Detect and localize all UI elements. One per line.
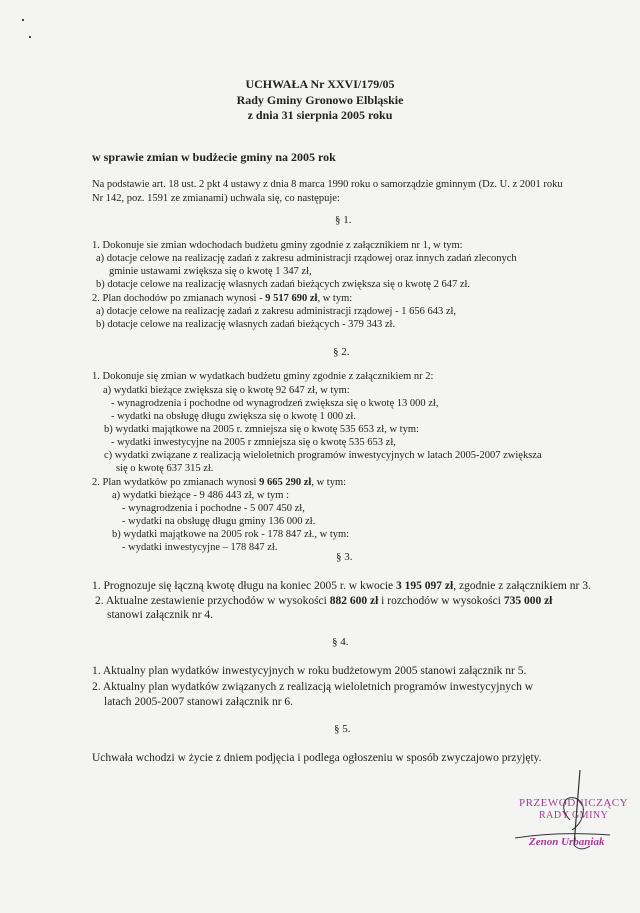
s3-revenue-line: 2. Aktualne zestawienie przychodów w wysokości 882 600 zł i rozchodów w wysokości 735 000 zł bbox=[95, 595, 553, 607]
section-4-title: § 4. bbox=[332, 636, 349, 648]
s2-line: - wydatki na obsługę długu gminy 136 000 zł. bbox=[122, 516, 316, 527]
resolution-number: UCHWAŁA Nr XXVI/179/05 bbox=[245, 77, 395, 91]
s2-line: - wynagrodzenia i pochodne - 5 007 450 zł, bbox=[122, 503, 305, 514]
scan-speck bbox=[29, 36, 31, 38]
s2-line: a) wydatki bieżące zwiększa się o kwotę 92 647 zł, w tym: bbox=[103, 385, 350, 396]
s4-line: 2. Aktualny plan wydatków związanych z realizacją wieloletnich programów inwestycyjnych w bbox=[92, 681, 534, 693]
s2-line: się o kwotę 637 315 zł. bbox=[116, 463, 214, 474]
s2-line: b) wydatki majątkowe na 2005 r. zmniejsza się o kwotę 535 653 zł, w tym: bbox=[104, 424, 419, 435]
s3-debt-line: 1. Prognozuje się łączną kwotę długu na koniec 2005 r. w kwocie 3 195 097 zł, zgodnie z załącznikiem nr 3. bbox=[92, 580, 591, 592]
handwritten-signature bbox=[500, 750, 640, 870]
section-3-title: § 3. bbox=[336, 551, 353, 563]
stamp-title: PRZEWODNICZĄCY bbox=[519, 797, 629, 809]
stamp-council: RADY GMINY bbox=[539, 810, 609, 821]
s1-line: a) dotacje celowe na realizację zadań z zakresu administracji rządowej oraz innych zadań zleconych bbox=[96, 253, 517, 264]
council-name: Rady Gminy Gronowo Elbląskie bbox=[236, 93, 404, 107]
s2-expense-plan: 2. Plan wydatków po zmianach wynosi 9 665 290 zł, w tym: bbox=[92, 477, 347, 488]
preamble-line: Nr 142, poz. 1591 ze zmianami) uchwala się, co następuje: bbox=[92, 193, 340, 204]
section-2-title: § 2. bbox=[333, 346, 350, 358]
section-1-title: § 1. bbox=[335, 214, 352, 226]
resolution-date: z dnia 31 sierpnia 2005 roku bbox=[247, 108, 393, 122]
s1-line: 1. Dokonuje sie zmian wdochodach budżetu gminy zgodnie z załącznikiem nr 1, w tym: bbox=[92, 240, 463, 251]
s3-line: stanowi załącznik nr 4. bbox=[107, 609, 214, 621]
s2-line: a) wydatki bieżące - 9 486 443 zł, w tym : bbox=[112, 490, 289, 501]
s4-line: latach 2005-2007 stanowi załącznik nr 6. bbox=[104, 696, 294, 708]
s2-line: - wydatki inwestycyjne na 2005 r zmniejsza się o kwotę 535 653 zł, bbox=[111, 437, 396, 448]
s2-line: 1. Dokonuje się zmian w wydatkach budżetu gminy zgodnie z załącznikiem nr 2: bbox=[92, 371, 434, 382]
s2-line: - wynagrodzenia i pochodne od wynagrodzeń zwiększa się o kwotę 13 000 zł, bbox=[111, 398, 439, 409]
subject: w sprawie zmian w budżecie gminy na 2005 rok bbox=[92, 150, 336, 164]
s2-line: - wydatki inwestycyjne – 178 847 zł. bbox=[122, 542, 278, 553]
scan-speck bbox=[22, 19, 24, 21]
s1-line: b) dotacje celowe na realizację własnych zadań bieżących zwiększa się o kwotę 2 647 zł. bbox=[96, 279, 471, 290]
section-5-title: § 5. bbox=[334, 723, 351, 735]
s1-line: a) dotacje celowe na realizację zadań z zakresu administracji rządowej - 1 656 643 zł, bbox=[96, 306, 457, 317]
s1-line: gminie ustawami zwiększa się o kwotę 1 347 zł, bbox=[109, 266, 312, 277]
s5-line: Uchwała wchodzi w życie z dniem podjęcia i podlega ogłoszeniu w sposób zwyczajowo przyjęty. bbox=[92, 752, 542, 764]
s4-line: 1. Aktualny plan wydatków inwestycyjnych w roku budżetowym 2005 stanowi załącznik nr 5. bbox=[92, 665, 527, 677]
s1-income-plan: 2. Plan dochodów po zmianach wynosi - 9 517 690 zł, w tym: bbox=[92, 293, 353, 304]
preamble-line: Na podstawie art. 18 ust. 2 pkt 4 ustawy z dnia 8 marca 1990 roku o samorządzie gminnym (Dz. U. z 2001 roku bbox=[92, 179, 563, 190]
s1-line: b) dotacje celowe na realizację własnych zadań bieżących - 379 343 zł. bbox=[96, 319, 396, 330]
s2-line: b) wydatki majątkowe na 2005 rok - 178 847 zł., w tym: bbox=[112, 529, 350, 540]
stamp-name: Zenon Urbaniak bbox=[529, 836, 605, 848]
s2-line: c) wydatki związane z realizacją wieloletnich programów inwestycyjnych w latach 2005-2007 zwiększa bbox=[104, 450, 542, 461]
s2-line: - wydatki na obsługę długu zwiększa się o kwotę 1 000 zł. bbox=[111, 411, 356, 422]
